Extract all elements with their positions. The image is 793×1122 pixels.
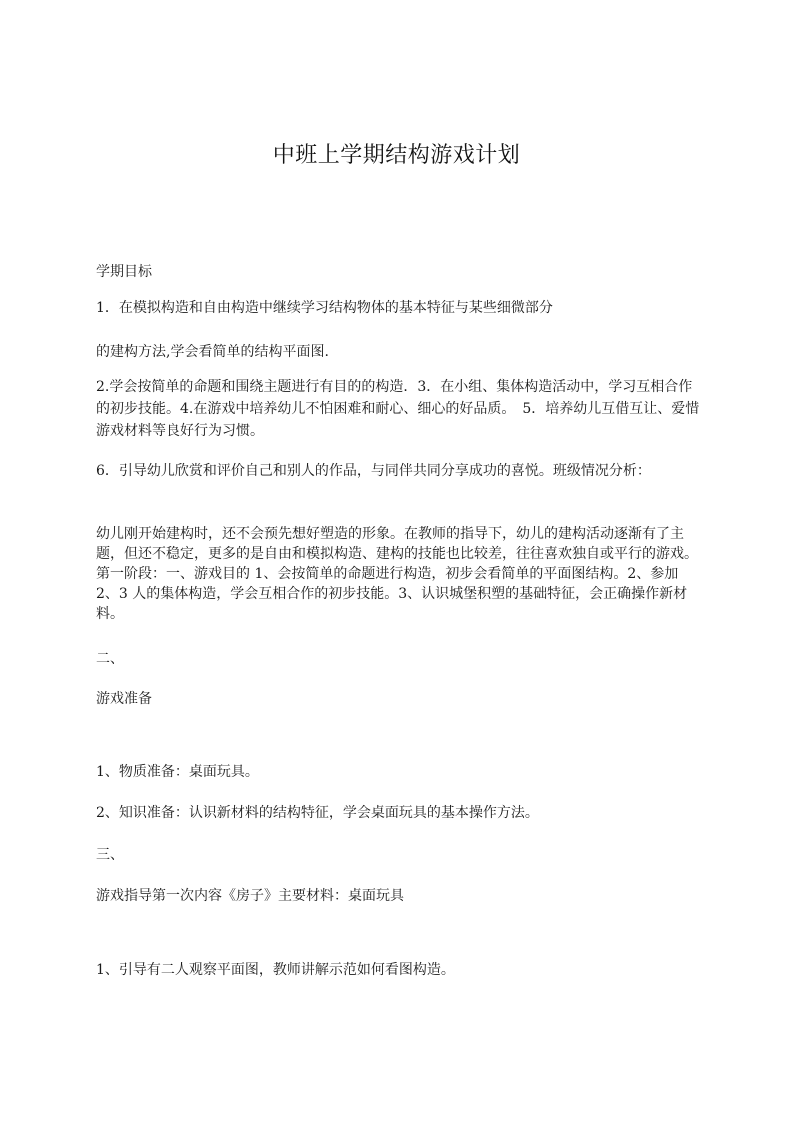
- paragraph-goal-1: 1．在模拟构造和自由构造中继续学习结构物体的基本特征与某些细微部分: [96, 300, 553, 316]
- section-heading-preparation: 游戏准备: [96, 691, 152, 707]
- section-heading-goals: 学期目标: [96, 264, 152, 280]
- page-title: 中班上学期结构游戏计划: [272, 143, 521, 168]
- paragraph-goals-2-5: 2.学会按简单的命题和围绕主题进行有目的的构造．3．在小组、集体构造活动中，学习互相合作的初步技能。4.在游戏中培养幼儿不怕困难和耐心、细心的好品质。 5．培养幼儿互借互让、爱惜游戏材料等良好行为习惯。: [96, 379, 700, 439]
- section-heading-3: 三、: [96, 847, 124, 863]
- paragraph-knowledge-prep: 2、知识准备：认识新材料的结构特征，学会桌面玩具的基本操作方法。: [96, 805, 539, 821]
- paragraph-material-prep: 1、物质准备：桌面玩具。: [96, 764, 259, 780]
- paragraph-goal-1-cont: 的建构方法,学会看简单的结构平面图.: [96, 344, 329, 360]
- paragraph-class-analysis: 幼儿刚开始建构时，还不会预先想好塑造的形象。在教师的指导下，幼儿的建构活动逐渐有了主题，但还不稳定，更多的是自由和模拟构造、建构的技能也比较差，往往喜欢独自或平行的游戏。第一阶段：一、游戏目的 1、会按简单的命题进行构造，初步会看简单的平面图结构。2、参加 2、3 人的集体构造，学会互相合作的初步技能。3、认识城堡积塑的基础特征，会正确操作新材料。: [96, 526, 698, 622]
- section-heading-2: 二、: [96, 651, 124, 667]
- paragraph-guidance: 游戏指导第一次内容《房子》主要材料：桌面玩具: [96, 888, 404, 904]
- paragraph-guidance-1: 1、引导有二人观察平面图，教师讲解示范如何看图构造。: [96, 962, 455, 978]
- paragraph-goal-6: 6．引导幼儿欣赏和评价自己和别人的作品，与同伴共同分享成功的喜悦。班级情况分析：: [96, 463, 651, 479]
